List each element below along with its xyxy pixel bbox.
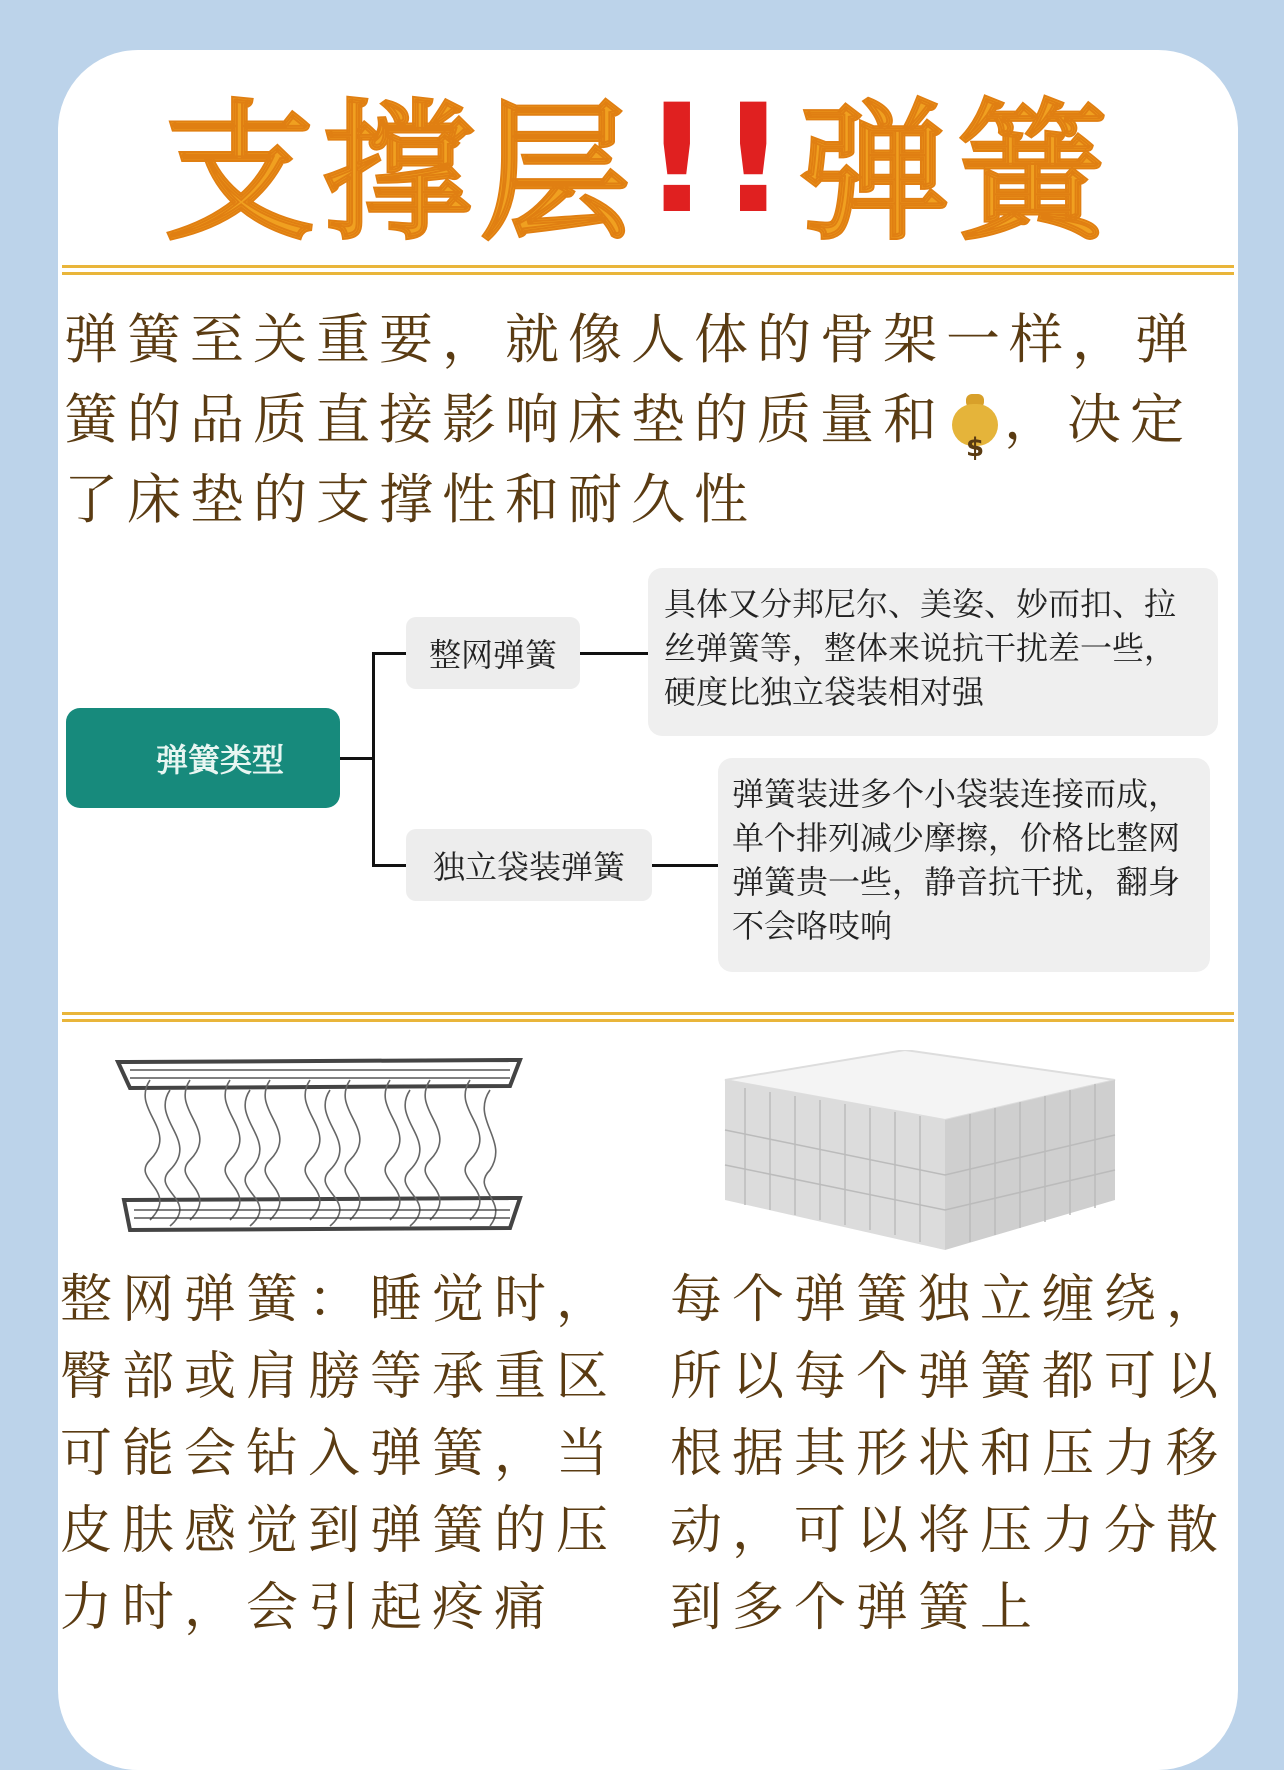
connector-root: [340, 757, 375, 760]
mindmap-desc-whole-spring: 具体又分邦尼尔、美姿、妙而扣、拉丝弹簧等，整体来说抗干扰差一些，硬度比独立袋装相对强: [648, 568, 1218, 736]
divider-middle: [62, 1012, 1234, 1022]
bonnell-spring-image: [110, 1050, 530, 1270]
intro-paragraph: [64, 300, 1214, 540]
mindmap-node-whole-spring: 整网弹簧: [406, 617, 580, 689]
whole-spring-text: 整网弹簧：睡觉时，臀部或肩膀等承重区可能会钻入弹簧，当皮肤感觉到弹簧的压力时，会引起疼痛: [60, 1270, 619, 1638]
connector-desc-1: [580, 652, 650, 655]
mindmap-root: 弹簧类型: [66, 708, 340, 808]
mindmap-desc-pocket-spring: 弹簧装进多个小袋装连接而成，单个排列减少摩擦，价格比整网弹簧贵一些，静音抗干扰，翻身不会咯吱响: [718, 758, 1210, 972]
mindmap-node-pocket-spring: 独立袋装弹簧: [406, 829, 652, 901]
intro-text-1: 弹簧至关重要，就像人体的骨架一样，弹簧的品质直接影响床垫的质量和: [64, 308, 1198, 451]
money-bag-icon: $: [950, 390, 1000, 446]
double-exclamation-icon: !!: [642, 73, 796, 247]
page-title: [140, 73, 1140, 261]
intro-text-2: ，决定了床垫的支撑性和耐久性: [64, 388, 1193, 531]
title-tail: 弹簧: [799, 87, 1116, 261]
title-main: 支撑层: [164, 87, 639, 261]
connector-branch-1: [372, 652, 408, 655]
divider-top: [62, 265, 1234, 275]
connector-trunk: [372, 652, 375, 867]
pocket-spring-text: 每个弹簧独立缠绕，所以每个弹簧都可以根据其形状和压力移动，可以将压力分散到多个弹簧上: [670, 1270, 1229, 1638]
pocket-spring-image: [715, 1050, 1125, 1250]
connector-desc-2: [652, 864, 720, 867]
connector-branch-2: [372, 864, 408, 867]
